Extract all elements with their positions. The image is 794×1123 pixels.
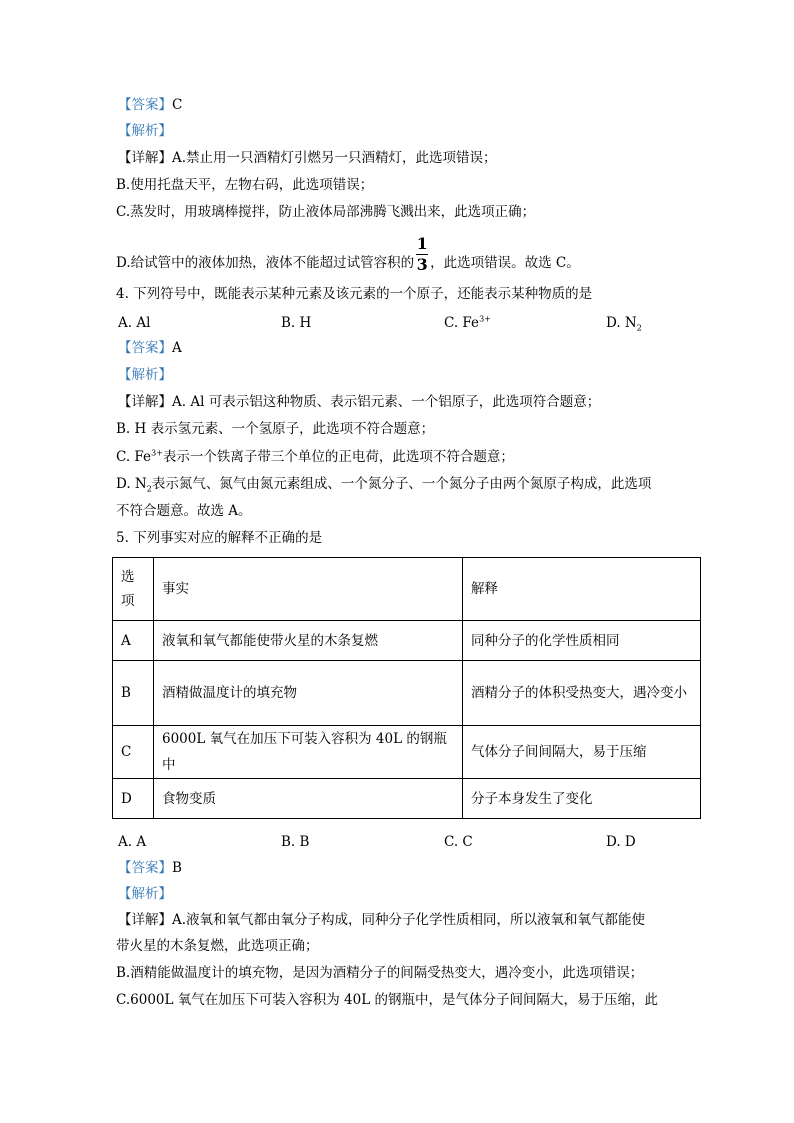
option-d: D. D xyxy=(606,834,636,850)
detail-text: C.6000L 氧气在加压下可装入容积为 40L 的钢瓶中，是气体分子间间隔大，易于压缩，此 xyxy=(116,992,658,1008)
detail-text: B.使用托盘天平，左物右码，此选项错误； xyxy=(116,177,374,193)
answer-line xyxy=(118,859,182,877)
header-cell: 选项 xyxy=(113,558,154,621)
detail-label: 【详解】 xyxy=(118,150,172,166)
text: C. Fe xyxy=(444,315,480,331)
option-c xyxy=(444,314,491,332)
answer-label: 【答案】 xyxy=(118,860,172,876)
cell: 同种分子的化学性质相同 xyxy=(463,621,701,661)
detail-text: A.禁止用一只酒精灯引燃另一只酒精灯，此选项错误； xyxy=(172,150,497,166)
detail-text: A.液氧和氧气都由氧分子构成，同种分子化学性质相同，所以液氧和氧气都能使 xyxy=(172,912,646,928)
detail-text: 带火星的木条复燃，此选项正确； xyxy=(116,938,319,954)
detail-label: 【详解】 xyxy=(118,394,172,410)
text: D. N xyxy=(116,476,147,492)
detail-line xyxy=(118,911,645,929)
option-b: B. B xyxy=(281,834,310,850)
analysis-label: 【解析】 xyxy=(118,367,172,383)
charge: 3+ xyxy=(479,314,491,324)
cell: 食物变质 xyxy=(154,779,463,819)
cell: B xyxy=(113,661,154,726)
answer-value: C xyxy=(172,97,183,113)
analysis-label: 【解析】 xyxy=(118,123,172,139)
detail-text: C.蒸发时，用玻璃棒搅拌，防止液体局部沸腾飞溅出来，此选项正确； xyxy=(116,204,536,220)
cell: 酒精分子的体积受热变大，遇冷变小 xyxy=(463,661,701,726)
cell: 酒精做温度计的填充物 xyxy=(154,661,463,726)
fraction-one-third xyxy=(416,236,428,273)
header-cell: 事实 xyxy=(154,558,463,621)
answer-label: 【答案】 xyxy=(118,97,172,113)
answer-value: B xyxy=(172,860,182,876)
analysis-label: 【解析】 xyxy=(118,886,172,902)
subscript: 2 xyxy=(636,323,642,333)
cell: A xyxy=(113,621,154,661)
cell: 气体分子间间隔大，易于压缩 xyxy=(463,726,701,779)
answer-value: A xyxy=(172,340,182,356)
answer-line xyxy=(118,339,182,357)
question-4: 4. 下列符号中，既能表示某种元素及该元素的一个原子，还能表示某种物质的是 xyxy=(116,286,593,302)
option-c: C. C xyxy=(444,834,473,850)
charge: 3+ xyxy=(151,448,163,458)
cell: 液氧和氧气都能使带火星的木条复燃 xyxy=(154,621,463,661)
denominator: 3 xyxy=(416,255,428,274)
answer-label: 【答案】 xyxy=(118,340,172,356)
detail-text: 不符合题意。故选 A。 xyxy=(116,503,252,519)
detail-label: 【详解】 xyxy=(118,912,172,928)
detail-text: B.酒精能做温度计的填充物，是因为酒精分子的间隔受热变大，遇冷变小，此选项错误； xyxy=(116,965,644,981)
answer-line xyxy=(118,96,182,114)
text: 表示氮气、氮气由氮元素组成、一个氮分子、一个氮分子由两个氮原子构成，此选项 xyxy=(151,476,652,492)
option-a: A. Al xyxy=(118,315,151,331)
text: D. N xyxy=(606,315,637,331)
table-row xyxy=(113,726,701,779)
numerator: 1 xyxy=(416,234,428,253)
table-row xyxy=(113,621,701,661)
text-part: D.给试管中的液体加热，液体不能超过试管容积的 xyxy=(116,255,415,271)
option-a: A. A xyxy=(118,834,147,850)
detail-text xyxy=(116,475,651,493)
cell: 分子本身发生了变化 xyxy=(463,779,701,819)
table-row xyxy=(113,661,701,726)
option-b: B. H xyxy=(281,315,312,331)
detail-line xyxy=(118,393,600,411)
header-cell: 解释 xyxy=(463,558,701,621)
cell: 6000L 氧气在加压下可装入容积为 40L 的钢瓶中 xyxy=(154,726,463,779)
option-d xyxy=(606,314,642,332)
text: C. Fe xyxy=(116,449,152,465)
detail-line xyxy=(118,149,497,167)
detail-text: A. Al 可表示铝这种物质、表示铝元素、一个铝原子，此选项符合题意； xyxy=(172,394,601,410)
subscript: 2 xyxy=(146,484,152,494)
cell: C xyxy=(113,726,154,779)
question-5: 5. 下列事实对应的解释不正确的是 xyxy=(116,530,323,546)
text-part: ，此选项错误。故选 C。 xyxy=(430,255,580,271)
detail-text: B. H 表示氢元素、一个氢原子，此选项不符合题意； xyxy=(116,421,435,437)
table-row xyxy=(113,779,701,819)
detail-text xyxy=(116,236,580,273)
cell: D xyxy=(113,779,154,819)
text: 表示一个铁离子带三个单位的正电荷，此选项不符合题意； xyxy=(162,449,514,465)
facts-table xyxy=(112,557,701,819)
detail-text xyxy=(116,448,514,466)
table-header-row xyxy=(113,558,701,621)
